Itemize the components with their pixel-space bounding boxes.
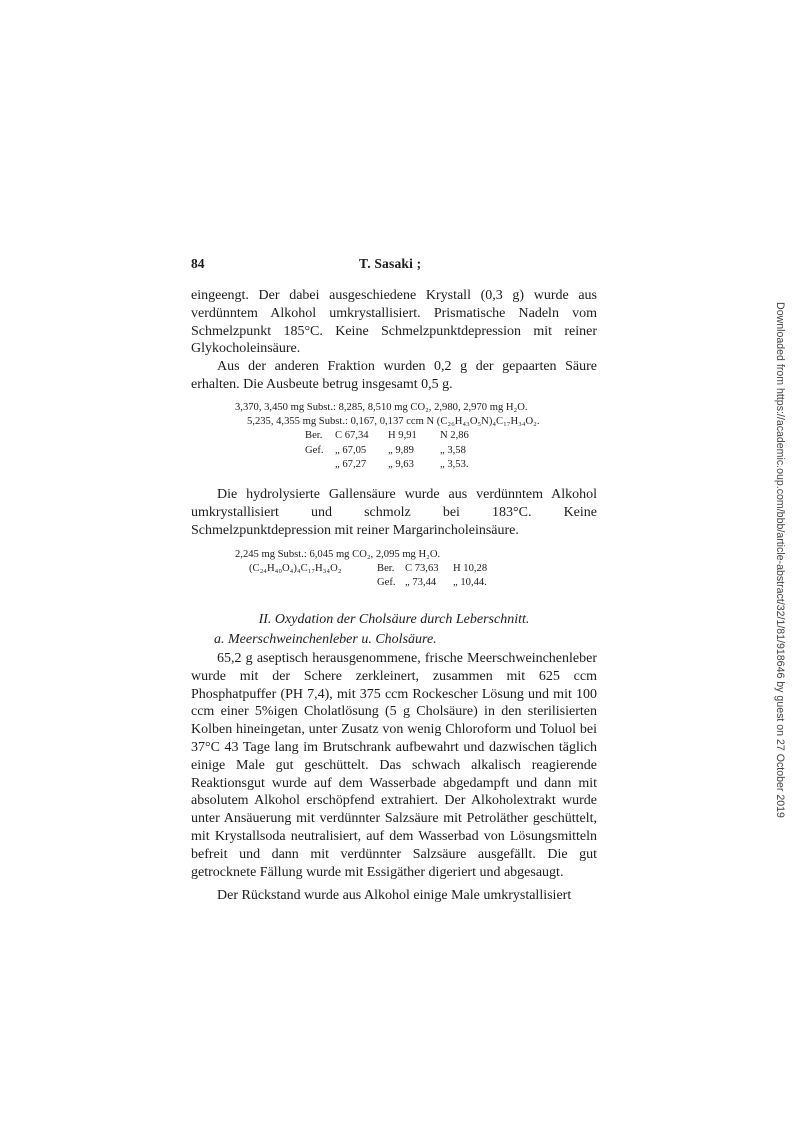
gef-n: „ 3,58	[440, 444, 466, 456]
gef2-h: „ 9,63	[388, 458, 414, 470]
analysis-1-line-1: 3,370, 3,450 mg Subst.: 8,285, 8,510 mg CO₂, 2,980, 2,970 mg H₂O.	[235, 402, 528, 413]
analysis-1-line-2: 5,235, 4,355 mg Subst.: 0,167, 0,137 ccm N (C₂₆H₄₃O₅N)₄C₁₇H₃₄O₂.	[247, 416, 540, 428]
paragraph-residue: Der Rückstand wurde aus Alkohol einige Male umkrystallisiert	[217, 888, 572, 903]
sub-heading: a. Meerschweinchenleber u. Cholsäure.	[214, 632, 437, 647]
download-watermark	[772, 50, 788, 1070]
page-number: 84	[191, 256, 205, 271]
paragraph-method: 65,2 g aseptisch herausgenommene, frische Meerschweinchenleber wurde mit der Schere zerkleinert, zusammen mit 625 ccm Phosphatpuffer (PH 7,4), mit 375 ccm Rockescher Lösung und mit 100 ccm einer 5%igen Cholatlösung (5 g Cholsäure) in den sterilisierten Kolben hineingetan, unter Zusatz von wenig Chloroform und Toluol bei 37°C 43 Tage lang im Brutschrank aufbewahrt und dazwischen täglich einige Male gut geschüttelt. Das schwach alkalisch reagierende Reaktionsgut wurde auf dem Wasserbade abgedampft und dann mit absolutem Alkohol erschöpfend extrahiert. Der Alkoholextrakt wurde unter Ansäuerung mit verdünnter Salzsäure mit Petroläther geschüttelt, mit Krystallsoda neutralisiert, auf dem Wasserbad von Lösungsmitteln befreit und dann mit verdünnter Salzsäure ausgefällt. Die gut getrocknete Fällung wurde mit Essigäther digeriert und abgesaugt.	[191, 651, 597, 880]
ber2-label: Ber.	[377, 563, 395, 575]
download-watermark-text: Downloaded from https://academic.oup.com/bbb/article-abstract/32/1/81/918646 by guest on 27 October 2019	[774, 302, 786, 818]
gef3-c: „ 73,44	[405, 577, 437, 589]
gef-c: „ 67,05	[335, 444, 367, 456]
gef-h: „ 9,89	[388, 444, 414, 456]
gef3-h: „ 10,44.	[453, 577, 487, 589]
page-header	[191, 256, 597, 276]
ber2-h: H 10,28	[453, 563, 488, 575]
gef3-label: Gef.	[377, 577, 396, 589]
ber2-c: C 73,63	[405, 563, 439, 575]
paragraph-yield: Aus der anderen Fraktion wurden 0,2 g der gepaarten Säure erhalten. Die Ausbeute betrug insgesamt 0,5 g.	[191, 359, 597, 392]
ber-n: N 2,86	[440, 430, 469, 442]
analysis-2-formula: (C₂₄H₄₀O₄)₄C₁₇H₃₄O₂	[249, 563, 342, 575]
gef-label: Gef.	[305, 444, 324, 456]
ber-c: C 67,34	[335, 430, 369, 442]
paragraph-hydrolysis: Die hydrolysierte Gallensäure wurde aus verdünntem Alkohol umkrystallisiert und schmolz bei 183°C. Keine Schmelzpunktdepression mit reiner Margarincholeinsäure.	[191, 487, 597, 538]
gef2-c: „ 67,27	[335, 458, 367, 470]
running-title: T. Sasaki ;	[359, 256, 422, 271]
ber-label: Ber.	[305, 430, 323, 442]
section-heading: II. Oxydation der Cholsäure durch Leberschnitt.	[258, 612, 530, 627]
ber-h: H 9,91	[388, 430, 417, 442]
gef2-n: „ 3,53.	[440, 458, 469, 470]
paragraph-crystal: eingeengt. Der dabei ausgeschiedene Krystall (0,3 g) wurde aus verdünntem Alkohol umkrystallisiert. Prismatische Nadeln vom Schmelzpunkt 185°C. Keine Schmelzpunktdepression mit reiner Glykocholeinsäure.	[191, 288, 597, 357]
analysis-2-line-1: 2,245 mg Subst.: 6,045 mg CO₂, 2,095 mg H₂O.	[235, 549, 441, 560]
